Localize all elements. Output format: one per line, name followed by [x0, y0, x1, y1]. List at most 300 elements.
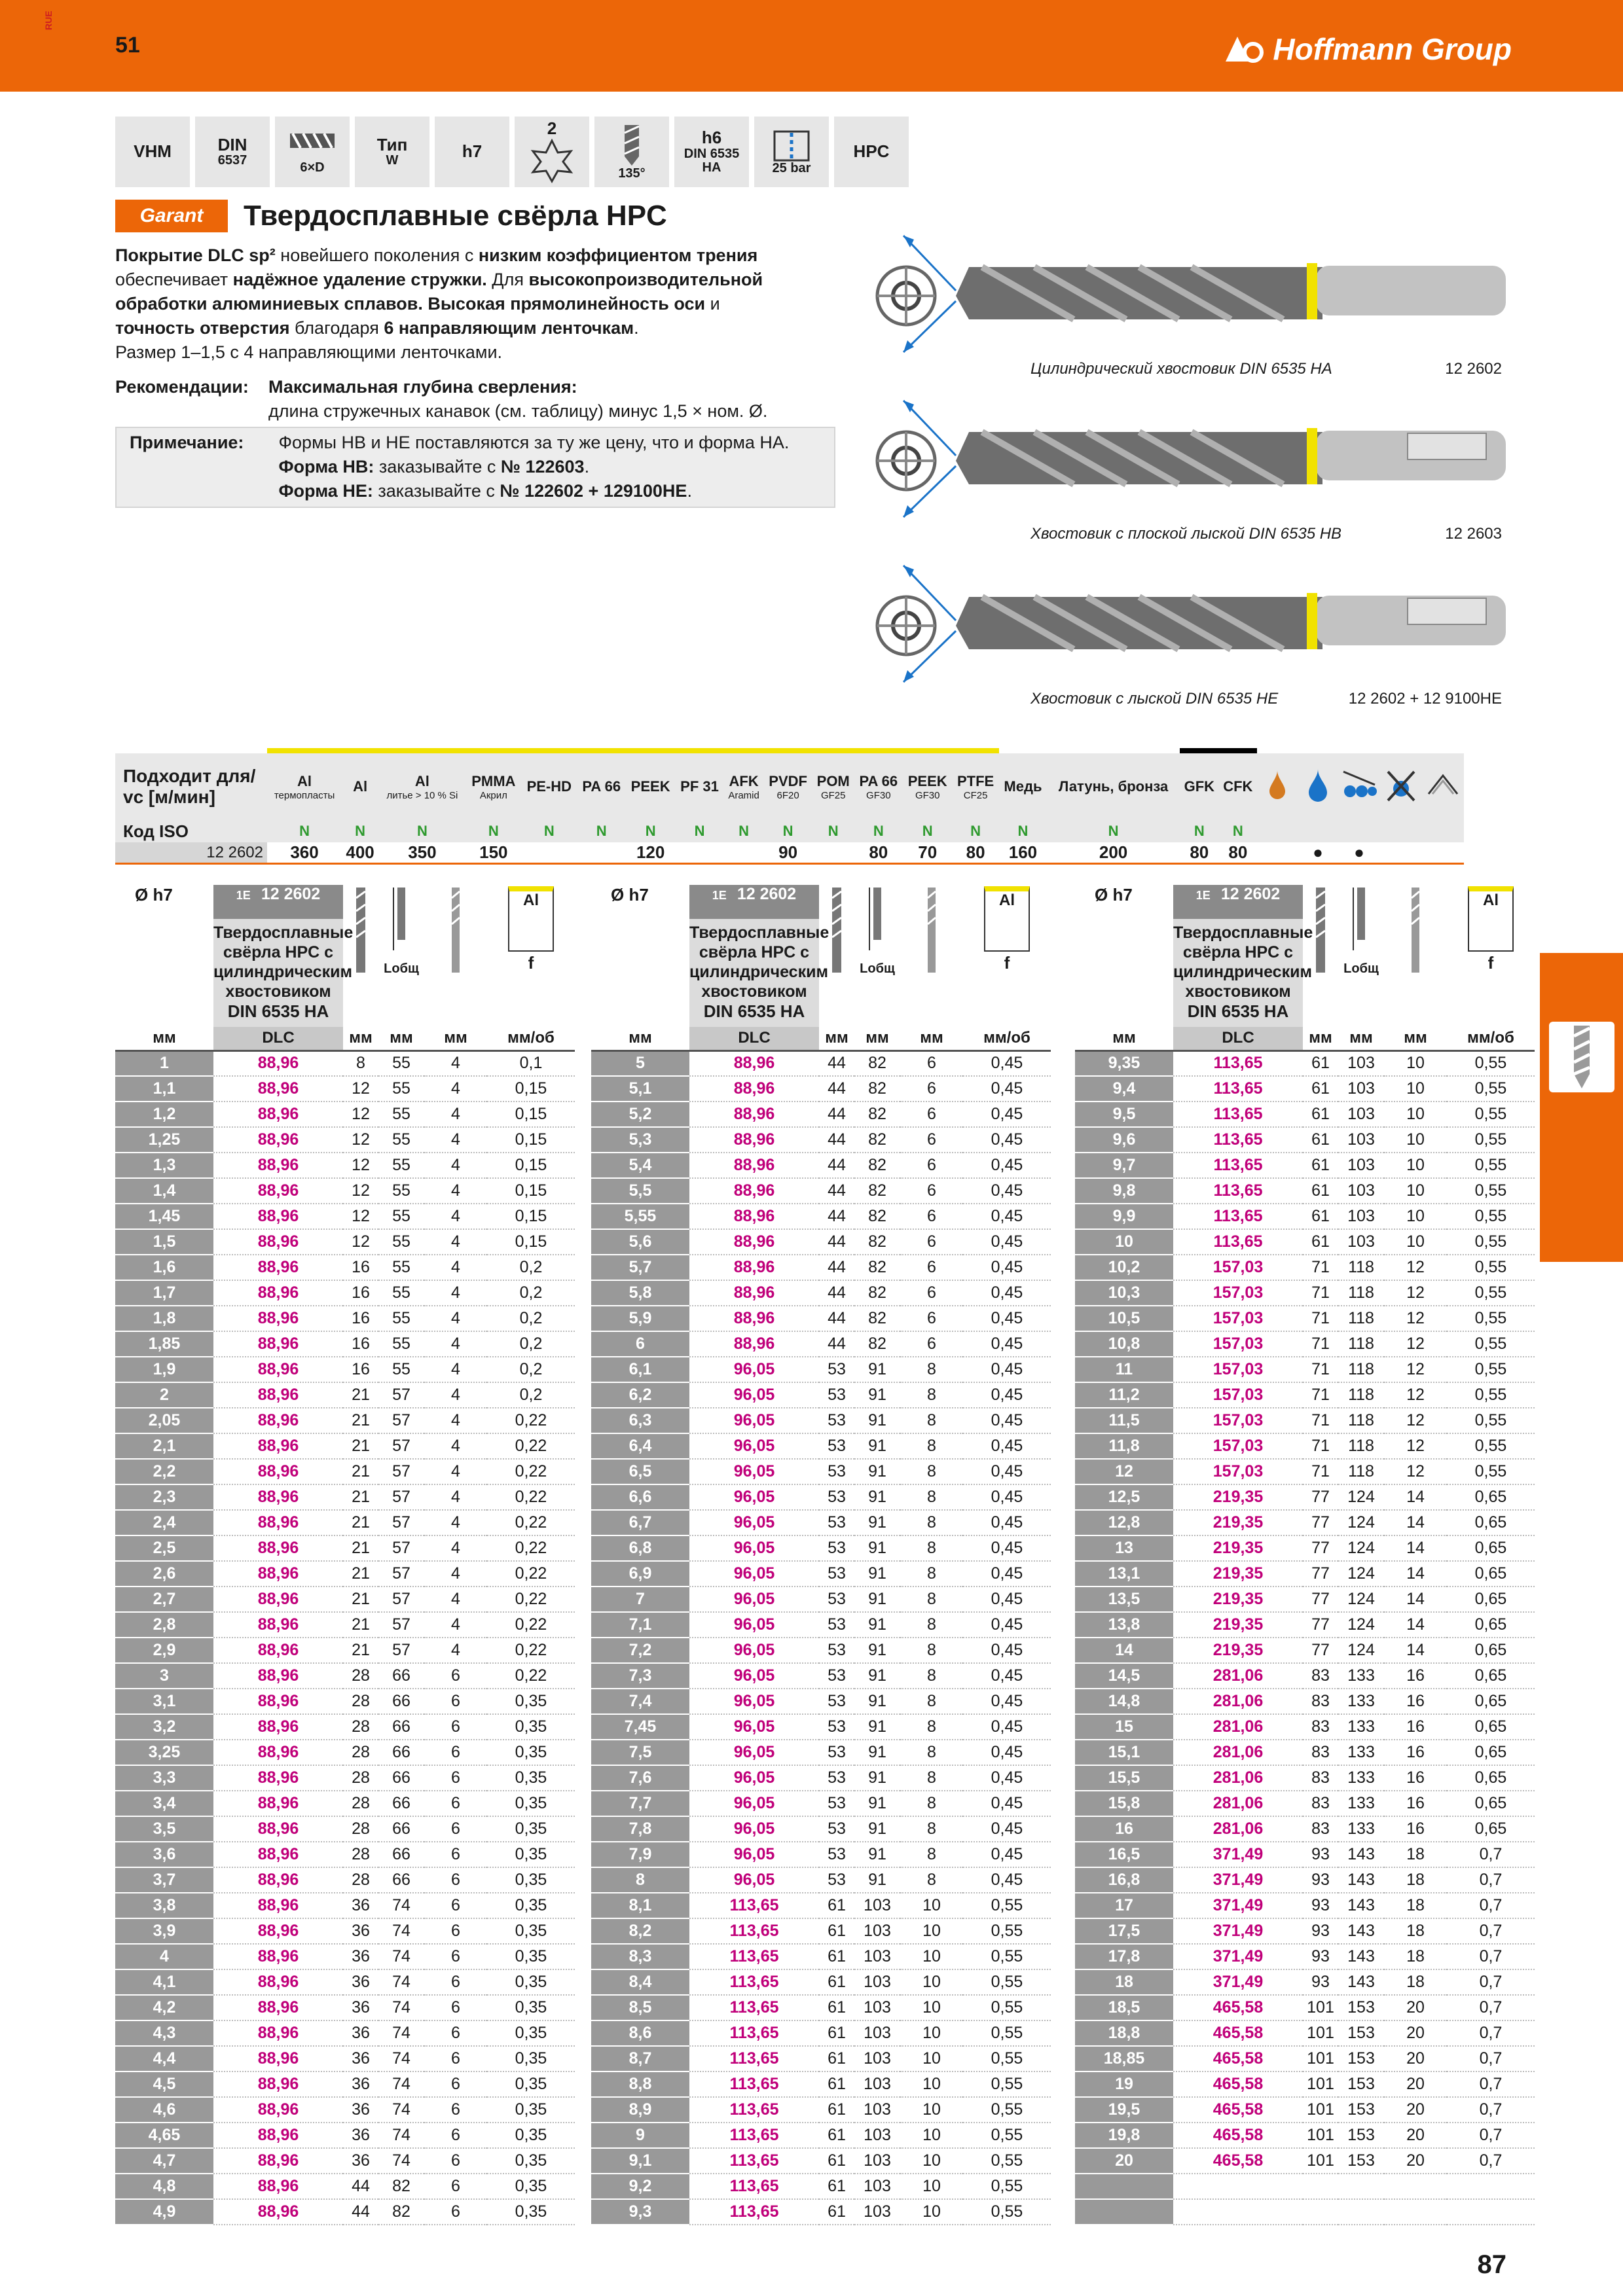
- cell: 103: [854, 2020, 900, 2046]
- cell: 10,5: [1075, 1306, 1173, 1331]
- cell: 5,55: [591, 1204, 689, 1229]
- cell: 88,96: [213, 1969, 343, 1995]
- cell: 6,6: [591, 1484, 689, 1510]
- cell: 0,7: [1447, 2046, 1535, 2072]
- cell: 61: [819, 2174, 854, 2199]
- cell: 133: [1338, 1663, 1384, 1689]
- vc-value: 90: [764, 842, 812, 864]
- cell: 82: [854, 1050, 900, 1076]
- cell: 0,7: [1447, 1893, 1535, 1918]
- cell: 0,45: [963, 1587, 1051, 1612]
- cell: 1,7: [115, 1280, 213, 1306]
- cell: 7,4: [591, 1689, 689, 1714]
- table-row: [591, 1229, 1051, 1255]
- cell: 118: [1338, 1331, 1384, 1357]
- cell: 113,65: [689, 2174, 819, 2199]
- cell: 91: [854, 1791, 900, 1816]
- iso-label: Код ISO: [115, 820, 267, 842]
- cell: 10: [900, 1944, 963, 1969]
- iso-code: N: [675, 820, 723, 842]
- cell: 61: [819, 2148, 854, 2174]
- cell: 0,55: [963, 2148, 1051, 2174]
- property-icon-1: DIN 6537: [195, 117, 270, 187]
- table-row: [591, 2148, 1051, 2174]
- cell: 71: [1303, 1382, 1338, 1408]
- cell: 1,4: [115, 1178, 213, 1204]
- cell: 21: [343, 1484, 378, 1510]
- garant-badge: Garant: [115, 200, 228, 232]
- cell: 15,1: [1075, 1740, 1173, 1765]
- cell: 103: [854, 1995, 900, 2020]
- cell: 0,45: [963, 1459, 1051, 1484]
- cell: 66: [378, 1689, 424, 1714]
- cell: 153: [1338, 2072, 1384, 2097]
- cell: 0,35: [487, 1995, 575, 2020]
- table-row: [591, 1510, 1051, 1535]
- cell: 0,15: [487, 1153, 575, 1178]
- cell: 53: [819, 1357, 854, 1382]
- drill-section-icon: [1549, 1022, 1614, 1092]
- cell: 153: [1338, 2123, 1384, 2148]
- cell: [1173, 2174, 1303, 2199]
- cell: 0,45: [963, 1740, 1051, 1765]
- cell: 0,2: [487, 1306, 575, 1331]
- cell: 7,1: [591, 1612, 689, 1638]
- cell: 6: [424, 1816, 487, 1842]
- cell: 6: [424, 1765, 487, 1791]
- cell: 88,96: [213, 1918, 343, 1944]
- feed-header: Al f: [963, 885, 1051, 1027]
- table-row: [115, 1918, 575, 1944]
- cell: 88,96: [213, 1408, 343, 1433]
- cell: 0,35: [487, 2020, 575, 2046]
- cell: 0,22: [487, 1561, 575, 1587]
- table-row: [1075, 2123, 1535, 2148]
- cell: 0,35: [487, 2097, 575, 2123]
- cell: 103: [1338, 1178, 1384, 1204]
- table-row: [115, 1280, 575, 1306]
- cell: 36: [343, 2046, 378, 2072]
- cell: 6,8: [591, 1535, 689, 1561]
- cell: 77: [1303, 1638, 1338, 1663]
- table-row: [115, 1842, 575, 1867]
- table-row: [591, 1382, 1051, 1408]
- cell: 88,96: [213, 1153, 343, 1178]
- cell: 66: [378, 1714, 424, 1740]
- cell: 219,35: [1173, 1612, 1303, 1638]
- din-standard: DIN 6535 HA: [689, 1001, 819, 1027]
- cell: 465,58: [1173, 2123, 1303, 2148]
- cell: 82: [854, 1255, 900, 1280]
- cell: 113,65: [1173, 1204, 1303, 1229]
- cell: 5,7: [591, 1255, 689, 1280]
- cell: 8: [900, 1816, 963, 1842]
- table-row: [591, 1689, 1051, 1714]
- cell: 77: [1303, 1612, 1338, 1638]
- cell: 10: [1384, 1050, 1447, 1076]
- cell: 0,15: [487, 1127, 575, 1153]
- cell: 20: [1075, 2148, 1173, 2174]
- table-row: [591, 1867, 1051, 1893]
- table-row: [115, 1791, 575, 1816]
- cell: 16: [343, 1357, 378, 1382]
- table-row: [1075, 1663, 1535, 1689]
- cell: 0,35: [487, 1893, 575, 1918]
- cell: 19,8: [1075, 2123, 1173, 2148]
- cell: 4,1: [115, 1969, 213, 1995]
- cell: 7,9: [591, 1842, 689, 1867]
- table-row: [1075, 1229, 1535, 1255]
- cell: 0,55: [1447, 1459, 1535, 1484]
- cell: 0,35: [487, 1842, 575, 1867]
- cell: 0,45: [963, 1510, 1051, 1535]
- iso-code: N: [378, 820, 466, 842]
- cell: 88,96: [213, 1638, 343, 1663]
- cell: 88,96: [213, 2123, 343, 2148]
- property-icon-2: 6×D: [275, 117, 350, 187]
- cell: 12: [1075, 1459, 1173, 1484]
- cell: 57: [378, 1510, 424, 1535]
- cell: 0,55: [1447, 1153, 1535, 1178]
- drill-illustration-3: [864, 558, 1519, 708]
- table-row: [591, 1791, 1051, 1816]
- table-row: [115, 1535, 575, 1561]
- cell: 113,65: [689, 2199, 819, 2225]
- cell: 1,2: [115, 1102, 213, 1127]
- cell: 113,65: [1173, 1229, 1303, 1255]
- cell: 88,96: [213, 1255, 343, 1280]
- cell: 53: [819, 1408, 854, 1433]
- cell: 66: [378, 1765, 424, 1791]
- iso-empty: [1257, 820, 1298, 842]
- cell: 103: [1338, 1102, 1384, 1127]
- length-symbol: Lобщ: [854, 885, 900, 1027]
- cell: 16: [1384, 1663, 1447, 1689]
- cell: 18: [1384, 1969, 1447, 1995]
- cell: 20: [1384, 1995, 1447, 2020]
- drill-caption: Хвостовик с плоской лыской DIN 6535 HB: [1030, 525, 1342, 543]
- language-code: RUE: [43, 10, 54, 30]
- article-description: Твердосплавные свёрла HPC с цилиндрическим хвостовиком: [213, 919, 343, 1001]
- cell: 2,2: [115, 1459, 213, 1484]
- cell: 0,55: [963, 1893, 1051, 1918]
- cell: 0,55: [963, 2020, 1051, 2046]
- table-row: [115, 1382, 575, 1408]
- coolant-mark: [1422, 842, 1464, 864]
- cell: 6: [424, 2046, 487, 2072]
- cell: 17,8: [1075, 1944, 1173, 1969]
- brand-name: Hoffmann Group: [1273, 32, 1512, 66]
- table-row: [1075, 1561, 1535, 1587]
- table-row: [1075, 1689, 1535, 1714]
- cell: 157,03: [1173, 1280, 1303, 1306]
- unit-dlc: DLC: [689, 1027, 819, 1050]
- cell: 0,45: [963, 1357, 1051, 1382]
- cell: 12: [343, 1153, 378, 1178]
- cell: 71: [1303, 1357, 1338, 1382]
- table-row: [591, 1102, 1051, 1127]
- table-row: [115, 1178, 575, 1204]
- cell: 14: [1384, 1561, 1447, 1587]
- material-col-12: PEEK GF30: [903, 751, 953, 820]
- cell: 101: [1303, 2097, 1338, 2123]
- cell: 4: [424, 1280, 487, 1306]
- cell: 101: [1303, 2046, 1338, 2072]
- cell: [1303, 2199, 1338, 2225]
- unit-mm: мм: [1338, 1027, 1384, 1050]
- cell: 28: [343, 1816, 378, 1842]
- cell: 103: [854, 1918, 900, 1944]
- cell: 17: [1075, 1893, 1173, 1918]
- cell: 88,96: [213, 1459, 343, 1484]
- cell: 91: [854, 1842, 900, 1867]
- cell: 2,8: [115, 1612, 213, 1638]
- cell: 53: [819, 1587, 854, 1612]
- vc-value: 400: [342, 842, 378, 864]
- cell: 0,22: [487, 1459, 575, 1484]
- cell: 371,49: [1173, 1867, 1303, 1893]
- table-row: [1075, 1535, 1535, 1561]
- cell: 153: [1338, 2097, 1384, 2123]
- vc-value: 160: [999, 842, 1047, 864]
- cell: 61: [1303, 1229, 1338, 1255]
- cell: 53: [819, 1689, 854, 1714]
- iso-empty: [1298, 820, 1338, 842]
- cell: 6,4: [591, 1433, 689, 1459]
- flute-symbol: [1384, 885, 1447, 1027]
- vc-value: 80: [854, 842, 903, 864]
- cell: 4: [424, 1229, 487, 1255]
- cell: 10: [900, 1893, 963, 1918]
- cell: 0,45: [963, 1689, 1051, 1714]
- drill-symbol-icon: [819, 885, 854, 1027]
- cell: 0,7: [1447, 1918, 1535, 1944]
- cell: 1,85: [115, 1331, 213, 1357]
- cell: 3,3: [115, 1765, 213, 1791]
- property-icon-0: VHM: [115, 117, 190, 187]
- table-row: [591, 1638, 1051, 1663]
- cell: 103: [1338, 1127, 1384, 1153]
- cell: 113,65: [689, 2072, 819, 2097]
- drill-symbol-icon: [1303, 885, 1338, 1027]
- table-row: [115, 1765, 575, 1791]
- cell: [1075, 2199, 1173, 2225]
- cell: 13: [1075, 1535, 1173, 1561]
- cell: 6: [900, 1127, 963, 1153]
- cell: 6: [424, 1969, 487, 1995]
- cell: 0,55: [1447, 1331, 1535, 1357]
- cell: 3,1: [115, 1689, 213, 1714]
- cell: 88,96: [213, 2072, 343, 2097]
- cell: 96,05: [689, 1816, 819, 1842]
- cell: 88,96: [689, 1331, 819, 1357]
- cell: 6: [424, 1944, 487, 1969]
- table-row: [115, 1331, 575, 1357]
- cell: 21: [343, 1561, 378, 1587]
- cell: 0,55: [963, 2097, 1051, 2123]
- cell: 157,03: [1173, 1331, 1303, 1357]
- cell: 124: [1338, 1535, 1384, 1561]
- cell: 0,35: [487, 1689, 575, 1714]
- cell: 281,06: [1173, 1714, 1303, 1740]
- cell: 0,55: [1447, 1433, 1535, 1459]
- cell: 6: [900, 1255, 963, 1280]
- cell: 0,35: [487, 2046, 575, 2072]
- cell: 3: [115, 1663, 213, 1689]
- cell: 0,2: [487, 1331, 575, 1357]
- cell: 96,05: [689, 1433, 819, 1459]
- cell: 6: [900, 1306, 963, 1331]
- cell: 143: [1338, 1944, 1384, 1969]
- cell: 103: [854, 2123, 900, 2148]
- cell: 74: [378, 2020, 424, 2046]
- cell: 0,45: [963, 1076, 1051, 1102]
- coolant-mark: ●: [1298, 842, 1338, 864]
- cell: 0,35: [487, 1714, 575, 1740]
- table-row: [115, 2123, 575, 2148]
- cell: 3,4: [115, 1791, 213, 1816]
- material-table: [115, 748, 1464, 865]
- article-number: 1E 12 2602: [1173, 885, 1303, 919]
- cell: 6: [424, 1791, 487, 1816]
- cell: 5,8: [591, 1280, 689, 1306]
- cell: 7,2: [591, 1638, 689, 1663]
- cell: 7,8: [591, 1816, 689, 1842]
- cell: 57: [378, 1612, 424, 1638]
- cell: 71: [1303, 1280, 1338, 1306]
- drill-drawing: [864, 558, 1519, 689]
- cell: 9,6: [1075, 1127, 1173, 1153]
- cell: 96,05: [689, 1765, 819, 1791]
- cell: 61: [819, 2123, 854, 2148]
- cell: [1447, 2199, 1535, 2225]
- cell: 0,45: [963, 1382, 1051, 1408]
- cell: 113,65: [1173, 1153, 1303, 1178]
- vc-value: [675, 842, 723, 864]
- cell: 88,96: [213, 1561, 343, 1587]
- cell: 4: [424, 1255, 487, 1280]
- cell: 96,05: [689, 1484, 819, 1510]
- cell: 0,55: [963, 1995, 1051, 2020]
- cell: 57: [378, 1484, 424, 1510]
- cell: 371,49: [1173, 1893, 1303, 1918]
- drill-drawing: [864, 228, 1519, 359]
- cell: 0,35: [487, 1765, 575, 1791]
- table-row: [1075, 1510, 1535, 1535]
- cell: 57: [378, 1535, 424, 1561]
- cell: 0,22: [487, 1408, 575, 1433]
- cell: 0,45: [963, 1178, 1051, 1204]
- table-row: [115, 2072, 575, 2097]
- cell: 0,45: [963, 1408, 1051, 1433]
- cell: 0,45: [963, 1050, 1051, 1076]
- unit-mmob: мм/об: [487, 1027, 575, 1050]
- cell: 15,8: [1075, 1791, 1173, 1816]
- cell: 21: [343, 1382, 378, 1408]
- table-row: [591, 2046, 1051, 2072]
- cell: 96,05: [689, 1638, 819, 1663]
- drill-drawing: [864, 393, 1519, 524]
- cell: 61: [819, 2046, 854, 2072]
- cell: 91: [854, 1663, 900, 1689]
- cell: 3,6: [115, 1842, 213, 1867]
- table-row: [1075, 1740, 1535, 1765]
- cell: 57: [378, 1382, 424, 1408]
- table-row: [1075, 1587, 1535, 1612]
- cell: 82: [854, 1178, 900, 1204]
- table-row: [591, 1255, 1051, 1280]
- cell: 5,4: [591, 1153, 689, 1178]
- table-row: [591, 1178, 1051, 1204]
- cell: 20: [1384, 2123, 1447, 2148]
- cell: 6: [900, 1178, 963, 1204]
- cell: 281,06: [1173, 1791, 1303, 1816]
- cell: 61: [1303, 1076, 1338, 1102]
- page-title: Твердосплавные свёрла HPC: [244, 200, 667, 232]
- cell: 143: [1338, 1867, 1384, 1893]
- cell: 10: [900, 2148, 963, 2174]
- cell: 103: [1338, 1076, 1384, 1102]
- cell: 14,8: [1075, 1689, 1173, 1714]
- cell: 0,65: [1447, 1510, 1535, 1535]
- cell: 113,65: [689, 1918, 819, 1944]
- cell: 91: [854, 1408, 900, 1433]
- cell: 113,65: [689, 1944, 819, 1969]
- cell: 1,8: [115, 1306, 213, 1331]
- cell: 74: [378, 1918, 424, 1944]
- cell: 8: [900, 1842, 963, 1867]
- cell: 6,9: [591, 1561, 689, 1587]
- flute-symbol: [900, 885, 963, 1027]
- cell: 10: [1384, 1178, 1447, 1204]
- vc-value: 360: [267, 842, 342, 864]
- cell: 7,5: [591, 1740, 689, 1765]
- table-row: [1075, 1791, 1535, 1816]
- cell: 55: [378, 1255, 424, 1280]
- cell: 4: [424, 1612, 487, 1638]
- table-row: [591, 1587, 1051, 1612]
- cell: 6: [424, 1740, 487, 1765]
- cell: 157,03: [1173, 1306, 1303, 1331]
- cell: 93: [1303, 1867, 1338, 1893]
- cell: 3,8: [115, 1893, 213, 1918]
- cell: 91: [854, 1612, 900, 1638]
- cell: 8: [900, 1587, 963, 1612]
- cell: 66: [378, 1816, 424, 1842]
- unit-mm: мм: [900, 1027, 963, 1050]
- cell: 0,65: [1447, 1561, 1535, 1587]
- cell: 53: [819, 1714, 854, 1740]
- cell: 4: [424, 1382, 487, 1408]
- cell: 113,65: [1173, 1127, 1303, 1153]
- unit-mm: мм: [343, 1027, 378, 1050]
- cell: 6: [424, 2072, 487, 2097]
- cell: [1303, 2174, 1338, 2199]
- feed-header: Al f: [1447, 885, 1535, 1027]
- cell: 0,45: [963, 1867, 1051, 1893]
- table-row: [115, 1484, 575, 1510]
- cell: 0,15: [487, 1076, 575, 1102]
- cell: 0,55: [1447, 1076, 1535, 1102]
- cell: 8: [900, 1433, 963, 1459]
- cell: 0,7: [1447, 1867, 1535, 1893]
- cell: 10,2: [1075, 1255, 1173, 1280]
- cell: 12: [343, 1178, 378, 1204]
- table-row: [1075, 1918, 1535, 1944]
- cell: 55: [378, 1331, 424, 1357]
- cell: 96,05: [689, 1791, 819, 1816]
- cell: 113,65: [1173, 1050, 1303, 1076]
